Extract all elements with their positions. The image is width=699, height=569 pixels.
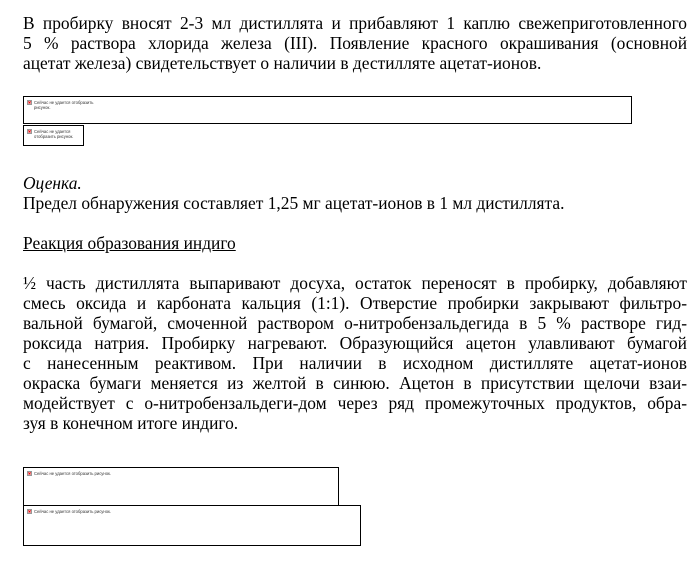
indigo-heading-block bbox=[23, 233, 687, 253]
evaluation-heading: Оценка. bbox=[23, 173, 82, 193]
broken-image-icon bbox=[27, 100, 32, 105]
broken-image-icon bbox=[27, 471, 32, 476]
broken-image-message: Сейчас не удается отобразить рисунок. bbox=[34, 129, 74, 139]
broken-image-icon bbox=[27, 129, 32, 134]
broken-image-2 bbox=[23, 125, 84, 146]
text-line: смесь оксида и карбоната кальция (1:1). Отверстие пробирки закрывают фильтро- bbox=[23, 293, 687, 313]
evaluation-section bbox=[23, 173, 687, 213]
text-line: роксида натрия. Пробирку нагревают. Образующийся ацетон улавливают бумагой bbox=[23, 333, 687, 353]
broken-image-3 bbox=[23, 467, 339, 506]
paragraph-iron-chloride-test bbox=[23, 13, 687, 73]
text-line: с нанесенным реактивом. При наличии в исходном дистилляте ацетат-ионов bbox=[23, 353, 687, 373]
text-line: зуя в конечном итоге индиго. bbox=[23, 413, 239, 433]
section-heading: Реакция образования индиго bbox=[23, 233, 236, 253]
text-line: ½ часть дистиллята выпаривают досуха, остаток переносят в пробирку, добавляют bbox=[23, 273, 687, 293]
indigo-paragraph bbox=[23, 273, 687, 433]
text-line: ацетат железа) свидетельствует о наличии в дестилляте ацетат-ионов. bbox=[23, 53, 542, 73]
text-line: вальной бумагой, смоченной раствором о-нитробензальдегида в 5 % растворе гид- bbox=[23, 313, 687, 333]
text-line: окраска бумаги меняется из желтой в синюю. Ацетон в присутствии щелочи взаи- bbox=[23, 373, 687, 393]
broken-image-4 bbox=[23, 505, 361, 546]
broken-image-message: Сейчас не удается отобразить рисунок. bbox=[34, 100, 94, 110]
broken-image-message: Сейчас не удается отобразить рисунок. bbox=[34, 509, 112, 514]
evaluation-text: Предел обнаружения составляет 1,25 мг ацетат-ионов в 1 мл дистиллята. bbox=[23, 193, 565, 213]
broken-image-icon bbox=[27, 509, 32, 514]
text-line: модействует с о-нитробензальдеги-дом через ряд промежуточных продуктов, обра- bbox=[23, 393, 687, 413]
broken-image-message: Сейчас не удается отобразить рисунок. bbox=[34, 471, 112, 476]
text-line: В пробирку вносят 2-3 мл дистиллята и прибавляют 1 каплю свежеприготовленного bbox=[23, 13, 687, 33]
broken-image-1 bbox=[23, 96, 632, 124]
text-line: 5 % раствора хлорида железа (III). Появление красного окрашивания (основной bbox=[23, 33, 687, 53]
